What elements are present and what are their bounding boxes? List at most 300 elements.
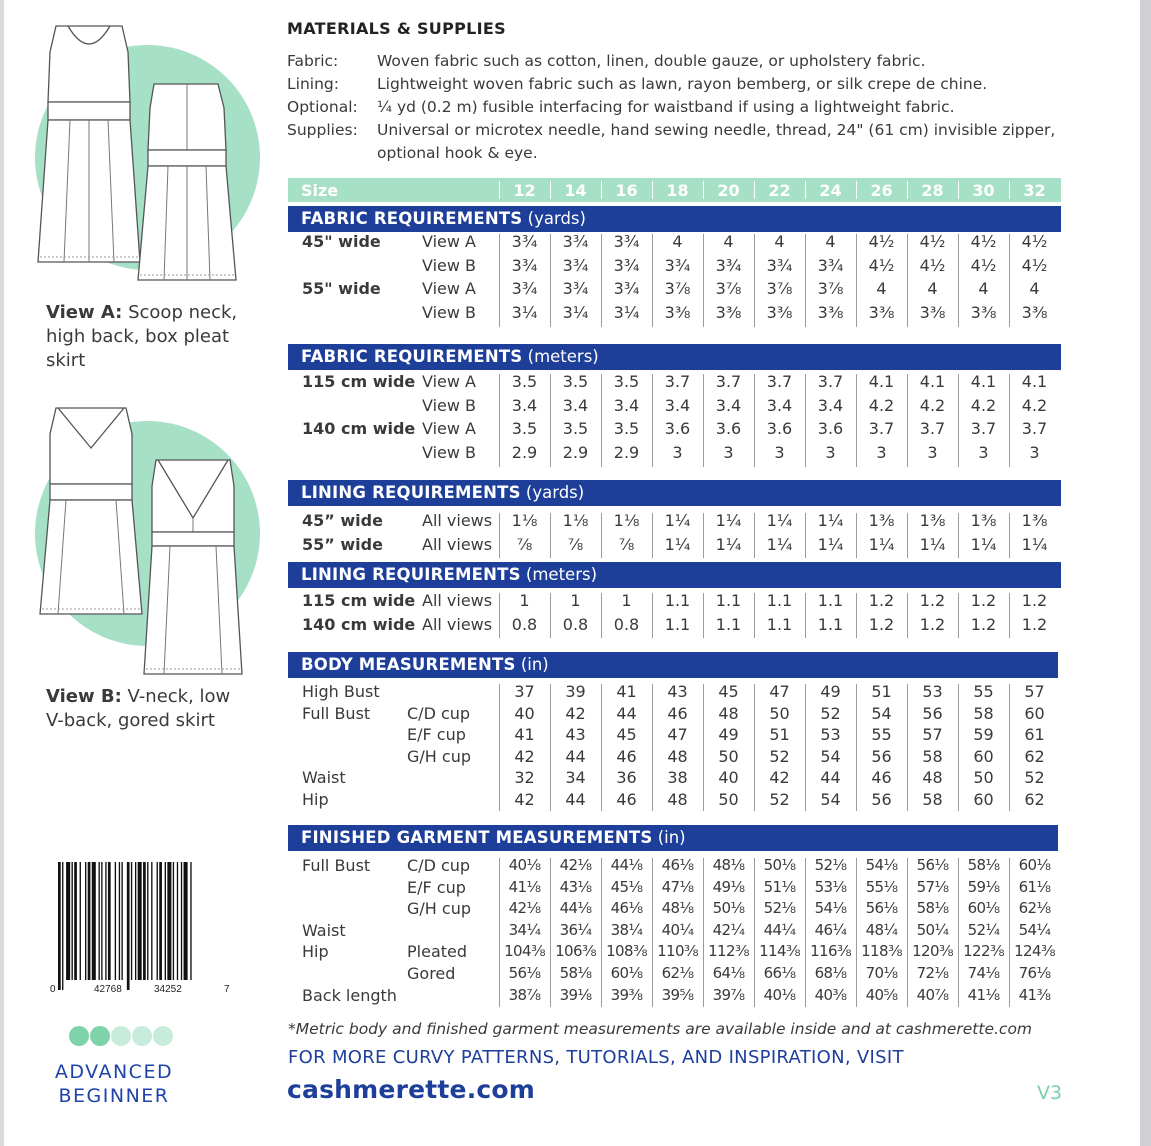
section-header [288,206,1061,232]
table-cell: 50⅛ [763,856,796,874]
table-cell: 3¾ [562,279,589,299]
table-cell: ⅞ [567,534,584,554]
table-cell: 44¼ [763,920,796,939]
table-cell: 4 [1029,279,1040,299]
table-row [288,768,1061,790]
column-divider [550,858,551,1007]
table-cell: 53⅛ [814,877,847,896]
table-cell: 3.5 [613,372,640,391]
table-cell: 48⅛ [661,899,694,918]
section-unit: (in) [520,655,549,674]
table-cell: 51 [871,682,892,701]
metric-note: *Metric body and finished garment measurements are available inside and at cashmerette.com [288,1020,1033,1038]
table-cell: 4.2 [970,395,997,415]
barcode-bar [92,862,96,980]
row-sublabel: Gored [407,963,456,983]
size-separator [754,181,755,199]
table-cell: 3 [672,443,683,463]
table-cell: 60⅛ [967,899,1000,918]
table-cell: 62⅛ [1018,899,1051,918]
table-cell: 3 [825,443,836,463]
table-row [288,986,1061,1008]
column-divider [550,593,551,638]
column-divider [652,374,653,467]
column-divider [907,513,908,558]
table-cell: 45 [616,725,637,744]
size-label: Size [301,181,339,200]
row-label: 140 cm wide [302,419,416,439]
row-sublabel: View B [422,395,477,415]
column-divider [601,513,602,558]
table-cell: 3.7 [766,372,793,391]
table-cell: 1¼ [664,534,691,554]
table-cell: 54 [820,746,841,766]
table-cell: 50¼ [916,920,949,939]
size-separator [652,181,653,199]
row-sublabel: View B [422,303,477,323]
table-row [288,256,1061,280]
section-table [288,511,1061,558]
visit-callout: FOR MORE CURVY PATTERNS, TUTORIALS, AND INSPIRATION, VISIT [288,1047,904,1068]
column-divider [805,593,806,638]
table-cell: 55 [973,682,994,701]
barcode-bar [159,862,162,980]
table-cell: 46 [667,703,688,723]
table-cell: 53 [922,682,943,701]
table-cell: 1.1 [664,614,691,634]
table-cell: 54¼ [1018,920,1051,939]
table-cell: 3.4 [511,395,538,415]
table-cell: 54 [871,703,892,723]
skill-dot-empty [111,1026,131,1046]
table-cell: 41⅛ [967,985,1000,1004]
table-cell: 38¼ [610,920,643,939]
table-cell: 70⅛ [865,963,898,982]
table-cell: 3.5 [511,372,538,391]
table-cell: 124⅜ [1014,942,1055,961]
table-cell: 3¾ [766,255,793,275]
column-divider [754,234,755,327]
section-header [288,825,1058,851]
row-label: Waist [302,768,346,787]
table-cell: 3¼ [562,303,589,323]
table-cell: 4½ [970,255,997,275]
table-row [288,921,1061,943]
view-b-dress-back-illustration [138,456,248,681]
column-divider [499,858,500,1007]
materials-value: Lightweight woven fabric such as lawn, rayon bemberg, or silk crepe de chine. [377,75,988,93]
section-unit: (meters) [525,565,598,584]
table-cell: 0.8 [562,614,589,634]
table-cell: 59 [973,725,994,744]
table-cell: 1¼ [1021,534,1048,554]
table-cell: 57 [1024,682,1045,701]
barcode-bar [119,862,120,980]
table-row [288,591,1061,615]
table-cell: 58 [973,703,994,723]
table-cell: 4.1 [970,372,997,391]
column-divider [805,684,806,811]
table-cell: 3.7 [970,419,997,439]
table-cell: ⅞ [516,534,533,554]
table-cell: 1¼ [715,511,742,530]
column-divider [703,858,704,1007]
column-divider [652,858,653,1007]
column-divider [805,374,806,467]
table-cell: 4 [672,232,683,251]
table-cell: 40 [718,768,739,787]
table-cell: 48 [667,746,688,766]
table-cell: 47 [769,682,790,701]
barcode-bar [181,862,182,980]
table-row [288,704,1061,726]
table-cell: 40⅞ [916,985,949,1004]
barcode-group-1: 42768 [94,984,122,992]
table-cell: 1¼ [817,511,844,530]
table-cell: 118⅜ [861,942,902,961]
table-cell: 4½ [868,255,895,275]
section-table [288,372,1061,467]
table-cell: 46 [616,746,637,766]
table-cell: 3⅞ [664,279,691,299]
barcode-bar [173,862,174,980]
table-cell: 60 [1024,703,1045,723]
table-cell: 52 [769,746,790,766]
table-cell: 72⅛ [916,963,949,982]
table-cell: 3.7 [1021,419,1048,439]
row-sublabel: View A [422,419,476,439]
row-label: High Bust [302,682,380,701]
table-cell: 46 [616,789,637,809]
materials-key: Fabric: [287,52,339,70]
section-table [288,856,1061,1007]
table-cell: 116⅜ [810,942,851,961]
table-cell: 1 [621,591,632,610]
table-cell: 56⅛ [508,963,541,982]
column-divider [1009,513,1010,558]
materials-row [287,96,1057,119]
column-divider [958,513,959,558]
table-cell: 54⅛ [814,899,847,918]
table-cell: 76⅛ [1018,963,1051,982]
barcode-bar [66,862,70,980]
table-cell: 61⅛ [1018,877,1051,896]
table-cell: 57 [922,725,943,744]
table-cell: 66⅛ [763,963,796,982]
row-sublabel: View A [422,372,476,391]
column-divider [805,234,806,327]
size-separator [1009,181,1010,199]
table-cell: 42¼ [712,920,745,939]
column-divider [907,858,908,1007]
table-cell: ⅞ [618,534,635,554]
table-cell: 1.2 [970,591,997,610]
barcode-bar [99,862,100,980]
row-sublabel: All views [422,614,493,634]
table-cell: 3.6 [664,419,691,439]
section-title: FINISHED GARMENT MEASUREMENTS [301,828,653,847]
section-header [288,344,1061,370]
view-b-caption: View B: V-neck, low V-back, gored skirt [46,686,231,731]
section-unit: (yards) [525,483,585,502]
table-cell: 4 [927,279,938,299]
section-unit: (in) [657,828,686,847]
table-cell: 48 [667,789,688,809]
table-cell: 49⅛ [712,877,745,896]
table-row [288,878,1061,900]
table-cell: 4½ [919,232,946,251]
table-cell: 49 [718,725,739,744]
table-cell: 68⅛ [814,963,847,982]
column-divider [958,684,959,811]
row-sublabel: C/D cup [407,703,471,723]
table-cell: 39 [565,682,586,701]
barcode-bar [131,862,132,980]
barcode-bar [127,862,130,990]
table-cell: 45 [718,682,739,701]
column-divider [907,684,908,811]
table-row [288,725,1061,747]
table-cell: 52⅛ [814,856,847,874]
table-cell: 41 [616,682,637,701]
column-divider [754,513,755,558]
table-row [288,747,1061,769]
materials-key: Optional: [287,98,358,116]
table-cell: 1⅛ [613,511,640,530]
materials-key: Lining: [287,75,339,93]
skill-level-line-2: BEGINNER [58,1085,170,1107]
table-cell: 47 [667,725,688,744]
table-row [288,615,1061,639]
table-cell: 3⅜ [1021,303,1048,323]
section-table [288,232,1061,327]
pattern-back-cover [4,0,1140,1146]
column-divider [958,858,959,1007]
table-cell: 39⅞ [712,985,745,1004]
table-cell: 55⅛ [865,877,898,896]
table-cell: 1¼ [868,534,895,554]
table-cell: 3¾ [562,232,589,251]
table-cell: 39⅝ [661,985,694,1004]
table-cell: 42 [769,768,790,787]
table-cell: 4 [723,232,734,251]
table-cell: 2.9 [511,443,538,463]
table-cell: 4½ [868,232,895,251]
table-cell: 4 [774,232,785,251]
table-cell: 60⅛ [1018,856,1051,874]
table-cell: 1¼ [766,534,793,554]
table-cell: 3 [723,443,734,463]
table-cell: 3¼ [613,303,640,323]
column-divider [601,593,602,638]
table-cell: 46⅛ [610,899,643,918]
table-row [288,856,1061,878]
row-label: 115 cm wide [302,372,416,391]
table-cell: 36 [616,768,637,787]
table-cell: 56 [871,789,892,809]
barcode-bar [101,862,102,980]
table-cell: 1¼ [817,534,844,554]
table-cell: 3 [927,443,938,463]
table-cell: 59⅛ [967,877,1000,896]
column-divider [499,593,500,638]
column-divider [754,374,755,467]
size-column-header: 16 [615,181,638,200]
table-cell: 0.8 [613,614,640,634]
column-divider [550,513,551,558]
table-cell: 1⅛ [562,511,589,530]
table-cell: 44 [565,746,586,766]
size-separator [703,181,704,199]
table-cell: 1.1 [766,614,793,634]
row-sublabel: All views [422,511,493,530]
materials-value: ¼ yd (0.2 m) fusible interfacing for waistband if using a lightweight fabric. [377,98,955,116]
size-column-header: 22 [768,181,791,200]
materials-title: MATERIALS & SUPPLIES [287,19,506,38]
table-cell: 44⅛ [559,899,592,918]
section-title: FABRIC REQUIREMENTS [301,347,523,366]
column-divider [703,684,704,811]
table-cell: 3.4 [715,395,742,415]
view-a-dress-front-illustration [34,22,144,267]
table-cell: 48 [718,703,739,723]
column-divider [499,513,500,558]
barcode-bar [177,862,178,980]
column-divider [754,593,755,638]
column-divider [856,513,857,558]
table-cell: 50 [718,746,739,766]
size-separator [856,181,857,199]
table-cell: 1.1 [766,591,793,610]
barcode-bar [72,862,73,980]
barcode-group-2: 34252 [154,984,182,992]
table-cell: 40⅛ [508,856,541,874]
section-unit: (meters) [527,347,599,366]
column-divider [703,234,704,327]
table-cell: 51 [769,725,790,744]
table-cell: 58⅛ [916,899,949,918]
table-cell: 3.6 [766,419,793,439]
column-divider [499,374,500,467]
table-cell: 52 [820,703,841,723]
column-divider [601,234,602,327]
table-cell: 42 [565,703,586,723]
view-a-dress-back-illustration [132,80,242,288]
table-cell: 112⅜ [708,942,749,961]
table-cell: 3¾ [511,232,538,251]
table-cell: 51⅛ [763,877,796,896]
row-label: 140 cm wide [302,614,416,634]
table-cell: 3 [774,443,785,463]
table-cell: 50⅛ [712,899,745,918]
table-cell: 3¾ [511,255,538,275]
section-title: FABRIC REQUIREMENTS [301,209,523,228]
barcode-bar [143,862,146,980]
table-cell: 3.4 [817,395,844,415]
website-link[interactable]: cashmerette.com [287,1075,536,1104]
table-cell: 47⅛ [661,877,694,896]
table-cell: 3.4 [613,395,640,415]
column-divider [601,858,602,1007]
table-cell: 3.5 [613,419,640,439]
column-divider [550,234,551,327]
table-cell: 4 [876,279,887,299]
table-cell: 56 [922,703,943,723]
table-cell: 48¼ [865,920,898,939]
table-cell: 42⅛ [508,899,541,918]
table-row [288,790,1061,812]
column-divider [754,858,755,1007]
table-cell: 3 [978,443,989,463]
table-cell: 2.9 [613,443,640,463]
table-cell: 55 [871,725,892,744]
table-cell: 40 [514,703,535,723]
table-cell: 4.1 [868,372,895,391]
column-divider [958,593,959,638]
column-divider [856,593,857,638]
table-cell: 3.7 [664,372,691,391]
row-label: Full Bust [302,856,371,875]
table-cell: 58 [922,746,943,766]
barcode-bars [58,862,192,990]
size-column-header: 18 [666,181,689,200]
column-divider [652,513,653,558]
barcode-bar [85,862,86,980]
table-cell: 1.1 [715,614,742,634]
table-cell: 1⅜ [868,511,895,530]
section-header [288,480,1061,506]
table-cell: 32 [514,768,535,787]
size-column-header: 12 [513,181,536,200]
table-cell: 44 [616,703,637,723]
table-cell: 50 [718,789,739,809]
table-cell: 1.2 [1021,591,1048,610]
table-row [288,899,1061,921]
column-divider [958,234,959,327]
table-cell: 3¾ [562,255,589,275]
table-cell: 60 [973,789,994,809]
table-cell: 4 [825,232,836,251]
table-cell: 3¼ [511,303,538,323]
table-cell: 1¼ [664,511,691,530]
section-table [288,591,1061,638]
barcode-bar [74,862,77,980]
table-cell: 3⅜ [664,303,691,323]
section-header [288,562,1061,588]
skill-dot-empty [153,1026,173,1046]
table-cell: 50 [973,768,994,787]
row-label: Back length [302,985,397,1005]
size-column-header: 32 [1023,181,1046,200]
column-divider [703,513,704,558]
table-cell: 1⅜ [919,511,946,530]
section-title: BODY MEASUREMENTS [301,655,516,674]
table-cell: 1.2 [1021,614,1048,634]
row-label: 45" wide [302,232,381,251]
view-a-caption: View A: Scoop neck, high back, box pleat skirt [46,302,238,371]
barcode [48,862,233,992]
table-cell: 4.2 [1021,395,1048,415]
table-cell: 3.6 [817,419,844,439]
column-divider [499,684,500,811]
table-cell: 52 [1024,768,1045,787]
barcode-bar [88,862,91,980]
table-cell: 43⅛ [559,877,592,896]
table-row [288,279,1061,303]
table-cell: 41⅛ [508,877,541,896]
table-cell: 3.4 [766,395,793,415]
table-cell: 3¾ [715,255,742,275]
